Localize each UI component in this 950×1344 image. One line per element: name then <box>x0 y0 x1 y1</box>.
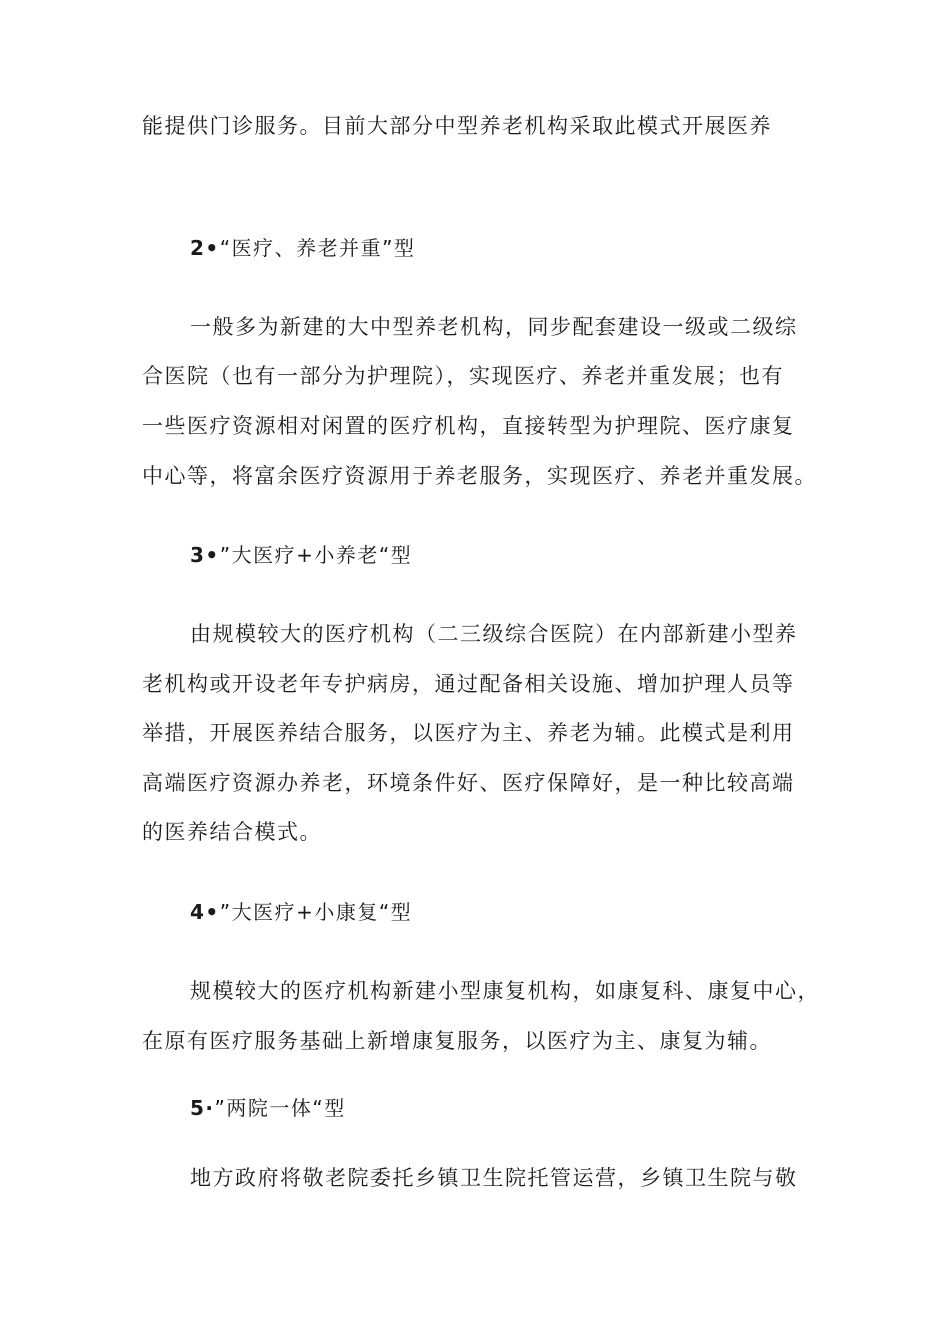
intro-line-1: 能提供门诊服务。目前大部分中型养老机构采取此模式开展医养 <box>142 114 772 138</box>
section-heading-4 <box>190 898 412 926</box>
p3-line-2: 老机构或开设老年专护病房，通过配备相关设施、增加护理人员等 <box>142 672 795 696</box>
heading-text: ”大医疗+小康复“型 <box>219 900 413 924</box>
p5-line-1: 地方政府将敬老院委托乡镇卫生院托管运营，乡镇卫生院与敬 <box>190 1166 798 1190</box>
p2-line-4: 中心等，将富余医疗资源用于养老服务，实现医疗、养老并重发展。 <box>142 464 817 488</box>
p3-line-5: 的医养结合模式。 <box>142 820 322 844</box>
p3-line-4: 高端医疗资源办养老，环境条件好、医疗保障好，是一种比较高端 <box>142 771 795 795</box>
section-heading-3 <box>190 541 412 569</box>
p2-line-3: 一些医疗资源相对闲置的医疗机构，直接转型为护理院、医疗康复 <box>142 414 795 438</box>
heading-number: 5· <box>190 1096 215 1120</box>
p3-line-3: 举措，开展医养结合服务，以医疗为主、养老为辅。此模式是利用 <box>142 721 795 745</box>
heading-number: 2• <box>190 236 220 260</box>
heading-number: 4• <box>190 900 220 924</box>
heading-text: ”大医疗+小养老“型 <box>219 543 413 567</box>
heading-text: “医疗、养老并重”型 <box>219 236 416 260</box>
p2-line-2: 合医院（也有一部分为护理院），实现医疗、养老并重发展；也有 <box>142 364 784 388</box>
p3-line-1: 由规模较大的医疗机构（二三级综合医院）在内部新建小型养 <box>190 622 798 646</box>
section-heading-5 <box>190 1094 346 1122</box>
heading-text: ”两院一体“型 <box>214 1096 346 1120</box>
p4-line-2: 在原有医疗服务基础上新增康复服务，以医疗为主、康复为辅。 <box>142 1029 772 1053</box>
p4-line-1: 规模较大的医疗机构新建小型康复机构，如康复科、康复中心， <box>190 979 820 1003</box>
section-heading-2 <box>190 234 415 262</box>
p2-line-1: 一般多为新建的大中型养老机构，同步配套建设一级或二级综 <box>190 315 798 339</box>
heading-number: 3• <box>190 543 220 567</box>
